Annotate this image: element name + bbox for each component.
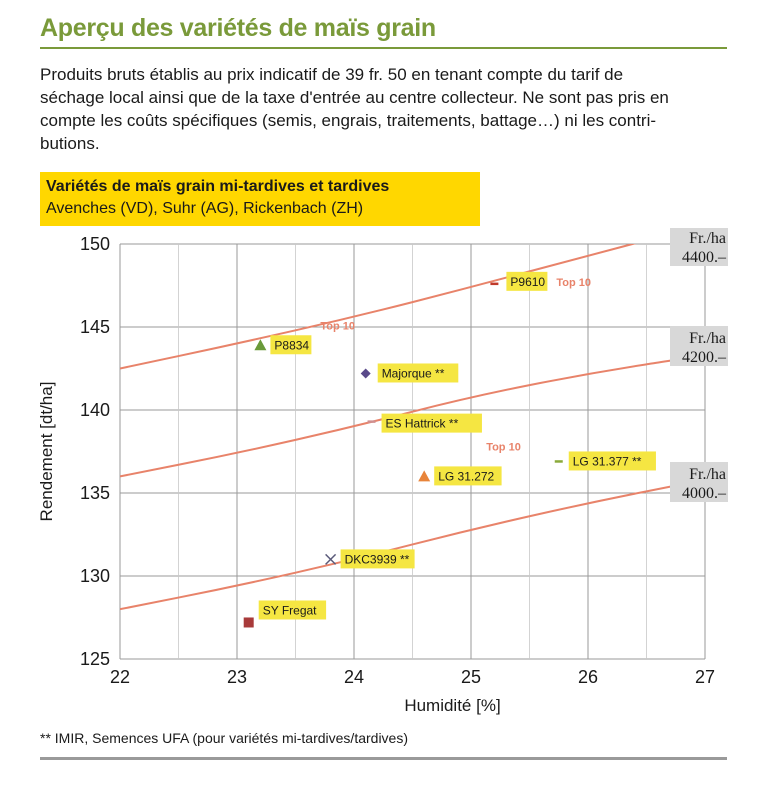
point-label: P9610 (510, 274, 546, 289)
marker-diamond (361, 368, 371, 378)
x-tick-label: 26 (577, 667, 599, 687)
y-tick-label: 130 (79, 566, 110, 586)
x-tick-label: 22 (109, 667, 131, 687)
intro-line: Produits bruts établis au prix indicatif de 39 fr. 50 en tenant compte du tarif de (40, 65, 624, 84)
x-tick-label: 23 (226, 667, 248, 687)
curve-label-unit: Fr./ha (689, 330, 726, 347)
marker-triangle (418, 470, 430, 481)
footnote: ** IMIR, Semences UFA (pour variétés mi-tardives/tardives) (40, 730, 409, 746)
yield-humidity-chart (0, 228, 769, 728)
point-label: Majorque ** (381, 366, 445, 381)
point-label: SY Fregat (262, 603, 317, 618)
marker-triangle (254, 339, 266, 350)
top10-note: Top 10 (556, 276, 592, 289)
curve-value-label (670, 326, 728, 366)
footer-rule (40, 757, 727, 760)
y-tick-label: 135 (79, 483, 110, 503)
point-label: LG 31.377 ** (572, 454, 642, 469)
curve-label-value: 4400.– (682, 249, 726, 266)
y-tick-label: 150 (79, 234, 110, 254)
y-tick-label: 140 (79, 400, 110, 420)
point-label: ES Hattrick ** (385, 416, 459, 431)
point-label: LG 31.272 (438, 469, 495, 484)
intro-line: séchage local ainsi que de la taxe d'entrée au centre collecteur. Ne sont pas pris en (40, 88, 669, 107)
title-rule (40, 47, 727, 49)
data-point (555, 451, 656, 470)
chart-header (40, 172, 480, 226)
intro-line: butions. (40, 134, 100, 153)
x-axis-label: Humidité [%] (404, 696, 501, 715)
data-point (254, 320, 355, 354)
curve-label-value: 4000.– (682, 485, 726, 502)
marker-square (244, 617, 254, 627)
curve-label-unit: Fr./ha (689, 230, 726, 247)
data-point (361, 363, 459, 382)
page-title: Aperçu des variétés de maïs grain (40, 14, 436, 42)
top10-note: Top 10 (320, 320, 356, 333)
data-point (244, 600, 326, 627)
y-tick-label: 145 (79, 317, 110, 337)
curve-label-value: 4200.– (682, 349, 726, 366)
x-tick-label: 27 (694, 667, 716, 687)
x-tick-label: 25 (460, 667, 482, 687)
intro-paragraph (40, 63, 730, 155)
point-label: P8834 (274, 338, 310, 353)
intro-line: compte les coûts spécifiques (semis, engrais, traitements, battage…) ni les contri- (40, 111, 657, 130)
y-tick-label: 125 (79, 649, 110, 669)
curve-value-label (670, 228, 728, 266)
data-point (368, 414, 482, 433)
y-axis-label: Rendement [dt/ha] (37, 381, 56, 522)
curve-value-label (670, 462, 728, 502)
x-tick-label: 24 (343, 667, 365, 687)
chart-subtitle: Avenches (VD), Suhr (AG), Rickenbach (ZH) (46, 200, 364, 217)
iso-revenue-curve-0 (120, 237, 658, 368)
curve-label-unit: Fr./ha (689, 466, 726, 483)
data-point (418, 441, 521, 485)
data-point (326, 549, 415, 568)
data-point (490, 272, 591, 291)
chart-title: Variétés de maïs grain mi-tardives et tardives (46, 178, 390, 195)
top10-note: Top 10 (486, 441, 521, 454)
point-label: DKC3939 ** (344, 552, 410, 567)
